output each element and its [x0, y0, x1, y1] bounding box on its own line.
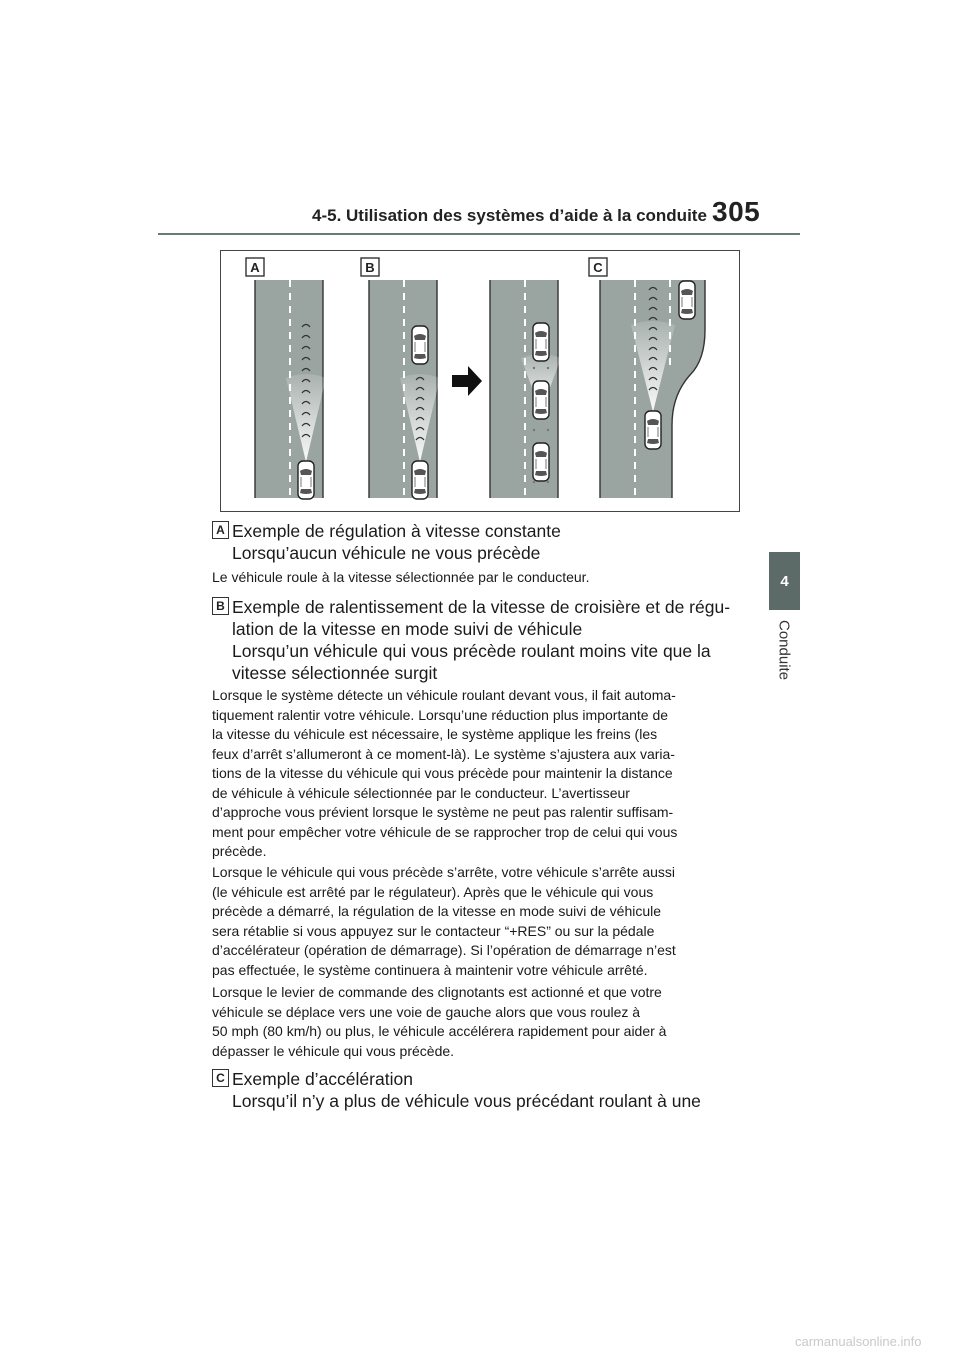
text-line: la vitesse du véhicule est nécessaire, le système applique les freins (les: [212, 726, 658, 742]
section-title: 4-5. Utilisation des systèmes d’aide à la conduite: [312, 206, 707, 225]
section-c-title-line: Lorsqu’il n’y a plus de véhicule vous précédant roulant à une: [232, 1091, 701, 1111]
chapter-tab[interactable]: [769, 552, 800, 610]
section-b-paragraph-1: [212, 686, 747, 862]
section-b-title-line: Exemple de ralentissement de la vitesse de croisière et de régu-: [232, 597, 731, 617]
header-divider: [158, 233, 800, 235]
section-b-paragraph-2: [212, 863, 747, 980]
watermark: carmanualsonline.info: [795, 1334, 922, 1349]
car-b-lead: [412, 326, 428, 364]
text-line: précède.: [212, 843, 267, 859]
text-line: de véhicule à véhicule sélectionnée par le conducteur. L’avertisseur: [212, 784, 630, 801]
section-c-title-line: Exemple d’accélération: [232, 1069, 413, 1089]
text-line: Lorsque le véhicule qui vous précède s’arrête, votre véhicule s’arrête aussi: [212, 864, 676, 880]
text-line: tions de la vitesse du véhicule qui vous précède pour maintenir la distance: [212, 765, 673, 781]
cruise-control-illustration: [220, 250, 740, 512]
figure-marker-b: [361, 258, 379, 276]
figure-marker-c: [589, 258, 607, 276]
text-line: d’approche vous prévient lorsque le système ne peut pas ralentir suffisam-: [212, 804, 674, 820]
text-line: dépasser le véhicule qui vous précède.: [212, 1042, 455, 1059]
text-line: 50 mph (80 km/h) ou plus, le véhicule accélérera rapidement pour aider à: [212, 1023, 667, 1039]
text-line: Lorsque le levier de commande des clignotants est actionné et que votre: [212, 984, 662, 1000]
figure-marker-a: [246, 258, 264, 276]
text-line: Le véhicule roule à la vitesse sélectionnée par le conducteur.: [212, 569, 590, 585]
figure-marker-c-label: C: [593, 260, 603, 275]
section-a-paragraph: [212, 568, 747, 588]
text-line: véhicule se déplace vers une voie de gauche alors que vous roulez à: [212, 1003, 641, 1020]
car-b2-lead: [533, 323, 549, 361]
section-a-title-line: Lorsqu’aucun véhicule ne vous précède: [232, 543, 541, 563]
page-number: 305: [712, 196, 761, 227]
car-b-own: [412, 461, 428, 499]
section-b-title-line: lation de la vitesse en mode suivi de véhicule: [232, 619, 583, 639]
text-line: pas effectuée, le système continuera à maintenir votre véhicule arrêté.: [212, 961, 648, 978]
text-line: précède a démarré, la régulation de la vitesse en mode suivi de véhicule: [212, 903, 662, 919]
section-a-marker: A: [212, 521, 229, 539]
text-line: Lorsque le système détecte un véhicule roulant devant vous, il fait automa-: [212, 687, 676, 703]
chapter-number: 4: [780, 572, 789, 590]
section-a-title-line: Exemple de régulation à vitesse constante: [232, 521, 561, 541]
figure-marker-a-label: A: [250, 260, 260, 275]
text-line: tiquement ralentir votre véhicule. Lorsqu’une réduction plus importante de: [212, 706, 669, 723]
text-line: d’accélérateur (opération de démarrage). Si l’opération de démarrage n’est: [212, 942, 676, 958]
text-line: sera rétablie si vous appuyez sur le contacteur “+RES” ou sur la pédale: [212, 922, 655, 939]
section-b-title-line: vitesse sélectionnée surgit: [232, 663, 438, 683]
text-line: feux d’arrêt s’allumeront à ce moment-là). Le système s’ajustera aux varia-: [212, 745, 675, 762]
car-a-own: [298, 461, 314, 499]
text-line: ment pour empêcher votre véhicule de se rapprocher trop de celui qui vous: [212, 823, 678, 840]
section-c-marker: C: [212, 1069, 229, 1087]
car-b2-third: [533, 443, 549, 481]
text-line: (le véhicule est arrêté par le régulateur). Après que le véhicule qui vous: [212, 883, 654, 900]
figure-marker-b-label: B: [365, 260, 375, 275]
section-b-paragraph-3: [212, 983, 747, 1061]
section-b-marker: B: [212, 597, 229, 615]
car-c-own: [645, 411, 661, 449]
chapter-label: Conduite: [775, 620, 793, 681]
section-b-title-line: Lorsqu’un véhicule qui vous précède roulant moins vite que la: [232, 641, 711, 661]
car-c-lead: [679, 281, 695, 319]
car-b2-own: [533, 381, 549, 419]
